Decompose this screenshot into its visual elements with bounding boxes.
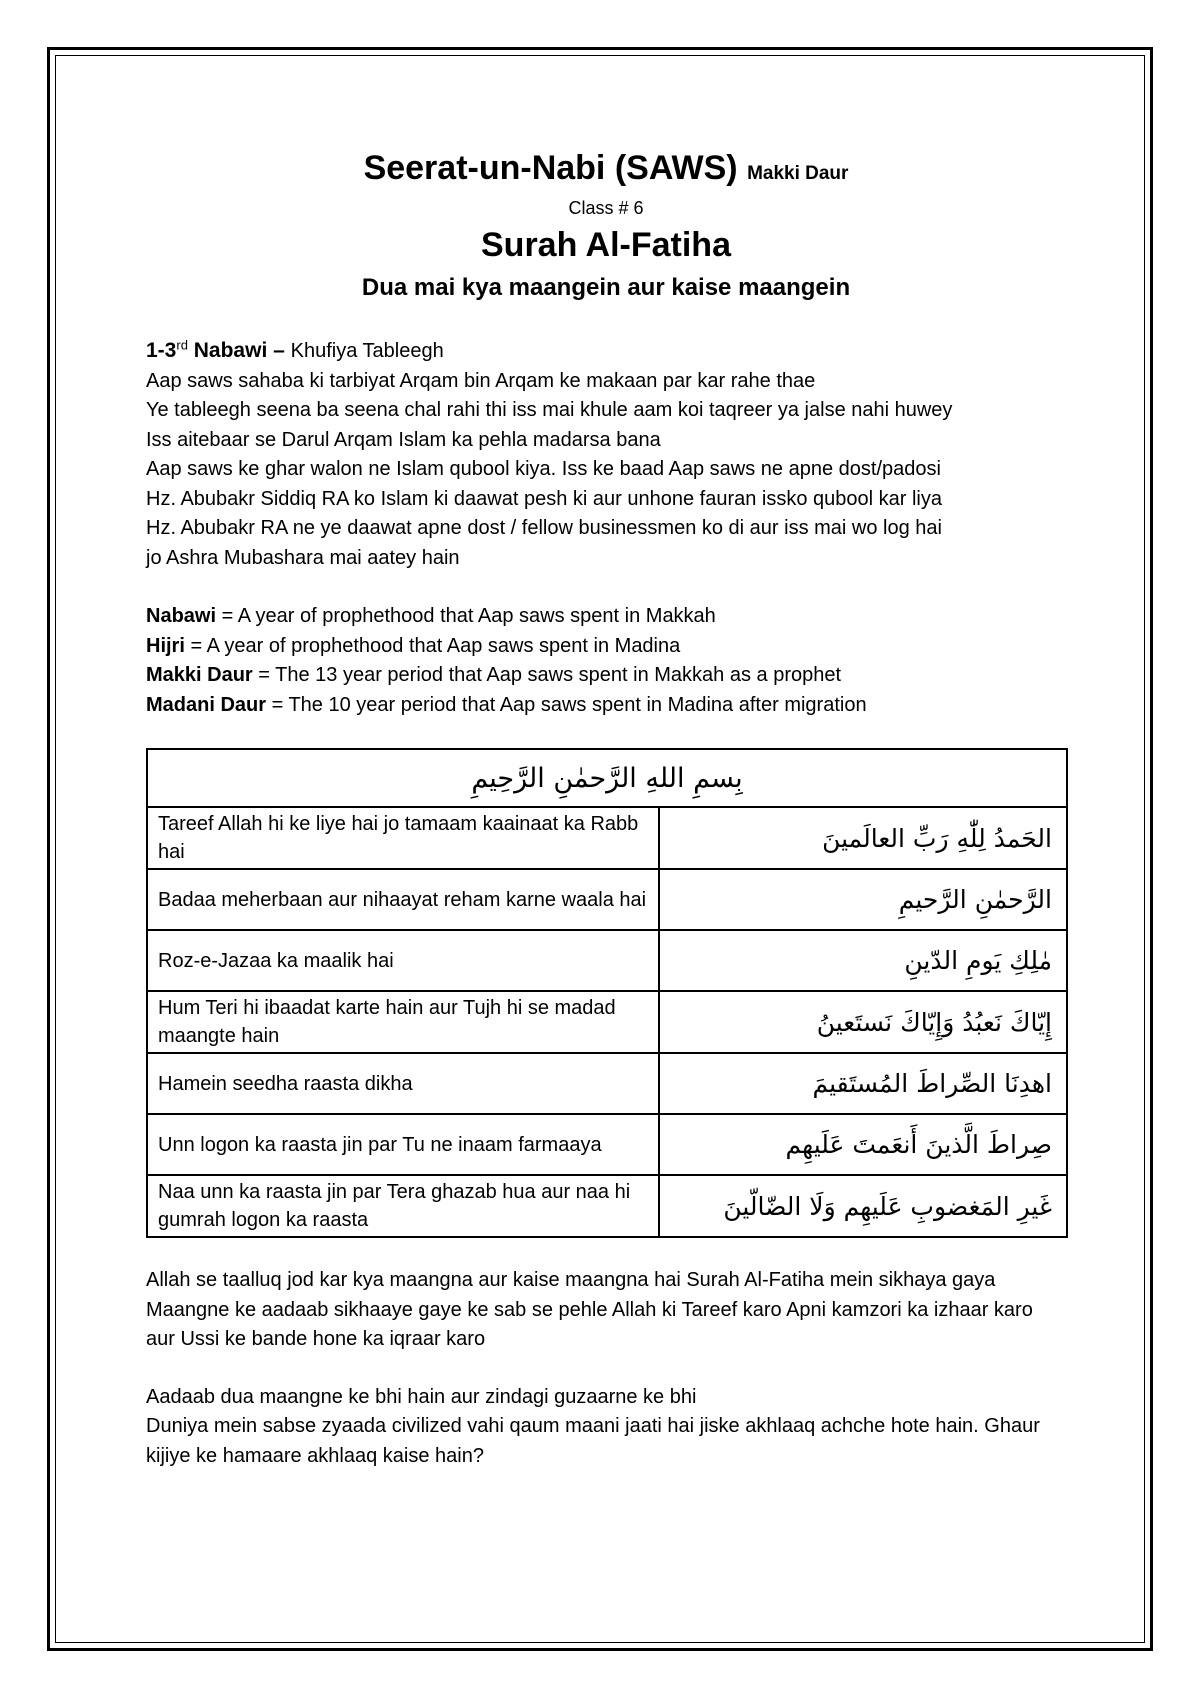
text-line: jo Ashra Mubashara mai aatey hain	[146, 546, 460, 569]
heading-prefix: 1-3	[146, 339, 177, 362]
document-title	[146, 148, 1066, 194]
text-line: Duniya mein sabse zyaada civilized vahi qaum maani jaati hai jiske akhlaaq achche hote hain. Ghaur kijiye ke hamaare akhlaaq kaise hain?	[146, 1415, 1040, 1467]
definition-term: Hijri	[146, 634, 185, 657]
english-cell: Naa unn ka raasta jin par Tera ghazab hua aur naa hi gumrah logon ka raasta	[147, 1175, 659, 1237]
text-line: Iss aitebaar se Darul Arqam Islam ka pehla madarsa bana	[146, 428, 661, 451]
text-line: Ye tableegh seena ba seena chal rahi thi iss mai khule aam koi taqreer ya jalse nahi huwey	[146, 399, 953, 421]
arabic-cell: اهدِنَا الصِّراطَ المُستَقيمَ	[659, 1053, 1067, 1114]
arabic-cell: غَيرِ المَغضوبِ عَلَيهِم وَلَا الضّالّينَ	[659, 1175, 1067, 1237]
definition-text: = A year of prophethood that Aap saws spent in Makkah	[216, 605, 716, 627]
table-row	[147, 869, 1067, 930]
table-header-row	[147, 749, 1067, 807]
text-line: Allah se taalluq jod kar kya maangna aur kaise maangna hai Surah Al-Fatiha mein sikhaya gaya	[146, 1269, 996, 1291]
section-heading	[146, 336, 1066, 367]
english-cell: Unn logon ka raasta jin par Tu ne inaam farmaaya	[147, 1114, 659, 1175]
text-line: Hz. Abubakr Siddiq RA ko Islam ki daawat pesh ki aur unhone fauran issko qubool kar liya	[146, 487, 942, 510]
text-line: Maangne ke aadaab sikhaaye gaye ke sab se pehle Allah ki Tareef karo Apni kamzori ka izhaar karo aur Ussi ke bande hone ka iqraar karo	[146, 1298, 1033, 1350]
document-header	[146, 148, 1066, 304]
arabic-cell: مٰلِكِ يَومِ الدّينِ	[659, 930, 1067, 991]
english-cell: Hamein seedha raasta dikha	[147, 1053, 659, 1114]
text-line: Aap saws ke ghar walon ne Islam qubool kiya. Iss ke baad Aap saws ne apne dost/padosi	[146, 458, 941, 480]
paragraph-gap	[146, 1355, 1066, 1383]
definition-item	[146, 632, 1066, 662]
english-cell: Roz-e-Jazaa ka maalik hai	[147, 930, 659, 991]
definition-term: Nabawi	[146, 605, 217, 627]
table-row	[147, 930, 1067, 991]
table-row	[147, 807, 1067, 869]
text-line: Aap saws sahaba ki tarbiyat Arqam bin Arqam ke makaan par kar rahe thae	[146, 369, 816, 392]
arabic-cell: الرَّحمٰنِ الرَّحيمِ	[659, 869, 1067, 930]
heading-sup: rd	[176, 337, 188, 353]
english-cell: Hum Teri hi ibaadat karte hain aur Tujh hi se madad maangte hain	[147, 991, 659, 1053]
definition-term: Madani Daur	[146, 693, 267, 716]
definition-text: = The 13 year period that Aap saws spent in Makkah as a prophet	[252, 664, 842, 686]
table-row	[147, 991, 1067, 1053]
definition-item	[146, 661, 1066, 691]
definition-item	[146, 602, 1066, 632]
definition-item	[146, 691, 1066, 721]
closing-paragraph-1	[146, 1266, 1066, 1355]
closing-paragraph-2	[146, 1383, 1066, 1472]
english-cell: Badaa meherbaan aur nihaayat reham karne waala hai	[147, 869, 659, 930]
definition-text: = The 10 year period that Aap saws spent in Madina after migration	[266, 693, 867, 716]
definitions-list	[146, 602, 1066, 720]
heading-rest: Khufiya Tableegh	[290, 340, 444, 362]
title-main: Seerat-un-Nabi (SAWS)	[363, 149, 738, 187]
definition-text: = A year of prophethood that Aap saws spent in Madina	[184, 634, 681, 657]
english-cell: Tareef Allah hi ke liye hai jo tamaam kaainaat ka Rabb hai	[147, 807, 659, 869]
arabic-cell: صِراطَ الَّذينَ أَنعَمتَ عَلَيهِم	[659, 1114, 1067, 1175]
document-subtitle: Dua mai kya maangein aur kaise maangein	[361, 274, 851, 301]
title-suffix: Makki Daur	[747, 163, 849, 184]
heading-bold: Nabawi –	[187, 339, 291, 362]
text-line: Aadaab dua maangne ke bhi hain aur zindagi guzaarne ke bhi	[146, 1385, 697, 1408]
arabic-cell: الحَمدُ لِلّٰهِ رَبِّ العالَمينَ	[659, 807, 1067, 869]
surah-heading: Surah Al-Fatiha	[481, 226, 731, 264]
class-number: Class # 6	[568, 198, 644, 218]
arabic-cell: إِيّاكَ نَعبُدُ وَإِيّاكَ نَستَعينُ	[659, 991, 1067, 1053]
document-body	[146, 148, 1066, 1471]
bismillah-cell: بِسمِ اللهِ الرَّحمٰنِ الرَّحِيمِ	[147, 749, 1067, 807]
table-row	[147, 1175, 1067, 1237]
text-line: Hz. Abubakr RA ne ye daawat apne dost / fellow businessmen ko di aur iss mai wo log hai	[146, 517, 942, 539]
section-khufiya-tableegh	[146, 336, 1066, 573]
definition-term: Makki Daur	[146, 664, 253, 686]
table-row	[147, 1114, 1067, 1175]
table-row	[147, 1053, 1067, 1114]
fatiha-translation-table	[146, 748, 1068, 1238]
